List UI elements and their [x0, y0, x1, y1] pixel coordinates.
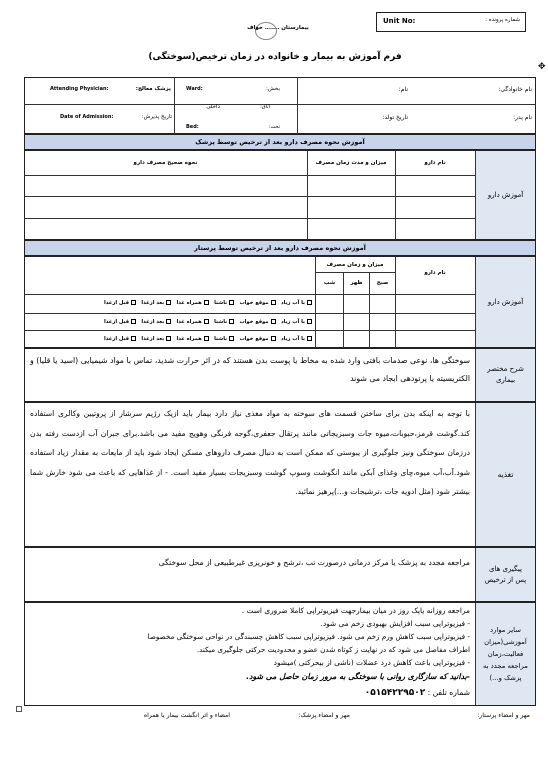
option-before-meal[interactable]: قبل ازغذا [104, 300, 136, 306]
checkbox[interactable] [229, 300, 234, 305]
option-with-meal[interactable]: همراه غذا [176, 336, 208, 342]
unit-no-label: Unit No: [383, 17, 416, 25]
nurse-col-dose-time: میزان و زمان مصرف [326, 262, 384, 268]
checkbox[interactable] [271, 300, 276, 305]
timing-options-row-3 [104, 336, 312, 342]
time-noon: ظهر [350, 280, 363, 286]
checkbox[interactable] [204, 336, 209, 341]
option-before-meal[interactable]: قبل ازغذا [104, 319, 136, 325]
first-name-label: نام: [398, 86, 408, 93]
physician-label: پزشک معالج: [135, 86, 171, 92]
option-much-water[interactable]: با آب زیاد [281, 319, 312, 325]
doctor-signature-label: مهر و امضاء پزشک: [298, 712, 350, 719]
timing-options-row-1 [104, 300, 312, 306]
checkbox[interactable] [271, 336, 276, 341]
room-label: اتاق: [260, 104, 270, 110]
option-before-meal[interactable]: قبل ازغذا [104, 336, 136, 342]
phone-label: شماره تلفن : [427, 688, 470, 697]
option-much-water[interactable]: با آب زیاد [281, 300, 312, 306]
nurse-drug-row-label: آموزش دارو [475, 257, 535, 347]
other-line-3: - فیزیوتراپی سبب کاهش ورم زخم می شود. فیزیوتراپی سبب کاهش چسبندگی در نواحی سوختگی مخصوصا [147, 632, 470, 641]
hospital-name: بیمارستان ....... خواف [247, 25, 309, 31]
followup-text: مراجعه مجدد به پزشک یا مرکز درمانی درصورت تب ،ترشح و خونریزی غیرطبیعی از محل سوختگی [158, 558, 470, 567]
last-name-label: نام خانوادگی: [498, 86, 532, 93]
admission-date-label: تاریخ پذیرش: [141, 114, 172, 120]
time-morning: صبح [376, 280, 389, 286]
option-fasting[interactable]: ناشتا [214, 336, 234, 342]
checkbox[interactable] [131, 300, 136, 305]
disease-desc-text: سوختگی ها، نوعی صدمات بافتی وارد شده به مخاط یا پوست بدن هستند که در اثر حرارت شدید، تماس با مواد شیمیایی (اسید یا قلیا) و الکتریسیته یا پرتودهی ایجاد می شوند [30, 356, 470, 383]
doctor-col-usage: نحوه صحیح مصرف دارو [133, 160, 198, 166]
doctor-col-drug: نام دارو [424, 160, 446, 166]
checkbox[interactable] [229, 336, 234, 341]
checkbox[interactable] [307, 319, 312, 324]
option-fasting[interactable]: ناشتا [214, 319, 234, 325]
checkbox[interactable] [166, 336, 171, 341]
nutrition-label: تغذیه [475, 403, 535, 546]
physician-en-label: Attending Physician: [50, 86, 109, 92]
checkbox[interactable] [229, 319, 234, 324]
doctor-col-dose: میزان و مدت زمان مصرف [315, 160, 387, 166]
followup-label: پیگیری های پس از ترخیص [475, 548, 535, 601]
nurse-col-drug: نام دارو [424, 270, 446, 276]
option-with-meal[interactable]: همراه غذا [176, 319, 208, 325]
doctor-section-header: آموزش نحوه مصرف دارو بعد از ترخیص توسط پزشک [24, 134, 536, 150]
followup-row [24, 547, 536, 602]
internal-label: داخلی [206, 104, 220, 110]
option-fasting[interactable]: ناشتا [214, 300, 234, 306]
other-note: -بدانید که سازگاری روانی با سوختگی به مرور زمان حاصل می شود. [246, 672, 470, 681]
bed-label: تخت: [268, 124, 280, 130]
option-bedtime[interactable]: موقع خواب [239, 336, 275, 342]
checkbox[interactable] [131, 319, 136, 324]
doctor-drug-row-label: آموزش دارو [475, 151, 535, 239]
father-name-label: نام پدر: [513, 114, 532, 121]
checkbox[interactable] [204, 300, 209, 305]
checkbox[interactable] [166, 300, 171, 305]
option-much-water[interactable]: با آب زیاد [281, 336, 312, 342]
timing-options-row-2 [104, 319, 312, 325]
checkbox[interactable] [271, 319, 276, 324]
option-with-meal[interactable]: همراه غذا [176, 300, 208, 306]
time-night: شب [323, 280, 336, 286]
checkbox[interactable] [166, 319, 171, 324]
phone-number: ۰۵۱۵۴۲۲۹۵۰۲ [364, 688, 426, 698]
admission-en-label: Date of Admission: [60, 114, 114, 120]
other-line-5: - فیزیوتراپی باعث کاهش درد عضلات (ناشی از بیحرکتی )میشود [273, 658, 470, 667]
file-no-label: شماره پرونده : [485, 17, 520, 23]
checkbox[interactable] [204, 319, 209, 324]
ward-label: بخش: [266, 86, 280, 92]
option-after-meal[interactable]: بعد ازغذا [141, 336, 171, 342]
form-title: فرم آموزش به بیمار و خانواده در زمان ترخیص(سوختگی) [148, 52, 402, 62]
birth-date-label: تاریخ تولد: [382, 114, 408, 121]
option-bedtime[interactable]: موقع خواب [239, 300, 275, 306]
bed-en-label: Bed: [186, 124, 199, 130]
patient-signature-label: امضاء و اثر انگشت بیمار یا همراه [143, 712, 230, 719]
other-line-4: اطراف مفاصل می شود که در نهایت ز کوتاه شدن عضو و محدودیت حرکتی جلوگیری میکند. [196, 645, 470, 654]
ward-en-label: Ward: [186, 86, 203, 92]
disease-desc-label: شرح مختصر بیماری [475, 349, 535, 401]
move-handle-icon[interactable]: ✥ [538, 62, 546, 72]
nurse-section-header: آموزش نحوه مصرف دارو بعد از ترخیص توسط پرستار [24, 240, 536, 256]
option-bedtime[interactable]: موقع خواب [239, 319, 275, 325]
other-label: سایر موارد آموزشی(میزان فعالیت،زمان مراجعه مجدد به پزشک و...) [475, 603, 535, 705]
option-after-meal[interactable]: بعد ازغذا [141, 300, 171, 306]
option-after-meal[interactable]: بعد ازغذا [141, 319, 171, 325]
checkbox[interactable] [131, 336, 136, 341]
checkbox[interactable] [307, 336, 312, 341]
nutrition-text: با توجه به اینکه بدن برای ساختن قسمت های سوخته به مواد مغذی نیاز دارد بیمار باید ازیک رژیم سرشار از پروتیین وکالری استفاده کند.گوشت قرمز،حبوبات،میوه جات وسبزیجاتی مانند پرتقال جعفری،گوجه فرنگی وهویج مفید می باشد.برای جبران آب ازدست رفته بدن درزمان سوختگی ونیز جلوگیری از یبوستی که ممکن است به دنبال مصرف داروهای مسکن ایجاد شود باید از مایعات به مقدار زیاد استفاده شود.آب،آب میوه،چای وغذای آبکی مانند انگوشت وسوپ گوشت وسبزیجات بسیار مفید است. - از غذاهایی که باعث می شود خارش شما بیشتر شود (مثل ادویه جات ،ترشیجات و...)پرهیز نمائید. [30, 409, 470, 496]
phone-row [30, 688, 470, 698]
nurse-signature-label: مهر و امضاء پرستار: [477, 712, 530, 719]
other-line-1: مراجعه روزانه یایک روز در میان بیمارجهت فیزیوتراپی کاملا ضروری است . [241, 606, 470, 615]
checkbox[interactable] [307, 300, 312, 305]
resize-handle[interactable] [16, 706, 22, 712]
other-line-2: - فیزیوتراپی سبب افزایش بهبودی زخم می شود. [320, 619, 470, 628]
